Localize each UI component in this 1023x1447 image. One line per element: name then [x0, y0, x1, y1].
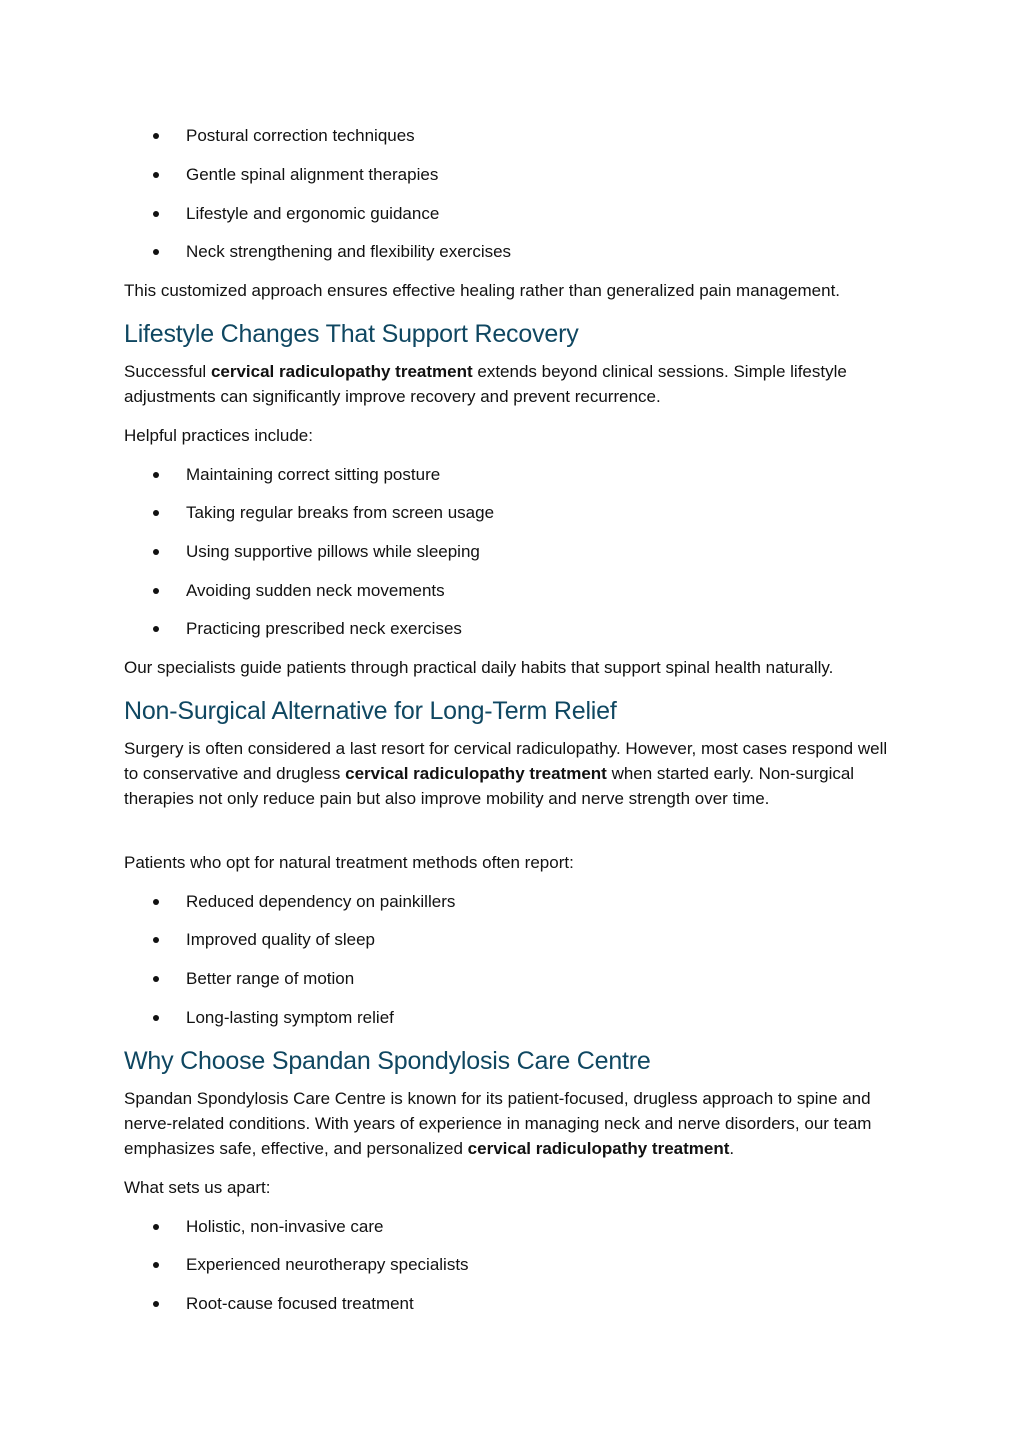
bullet-icon [153, 133, 159, 139]
bold-keyword: cervical radiculopathy treatment [467, 1139, 730, 1158]
paragraph: Patients who opt for natural treatment methods often report: [124, 853, 574, 872]
paragraph: Successful cervical radiculopathy treatment extends beyond clinical sessions. Simple lifestyle adjustments can significantly improve recovery and prevent recurrence. [124, 362, 847, 406]
bold-keyword: cervical radiculopathy treatment [210, 362, 473, 381]
bullet-icon [153, 1015, 159, 1021]
paragraph: Spandan Spondylosis Care Centre is known for its patient-focused, drugless approach to spine and nerve-related conditions. With years of experience in managing neck and nerve disorders, our team emphasizes safe, effective, and personalized cervical radiculopathy treatment. [124, 1089, 872, 1158]
bullet-icon [153, 976, 159, 982]
bullet-icon [153, 626, 159, 632]
bullet-icon [153, 249, 159, 255]
paragraph: Surgery is often considered a last resort for cervical radiculopathy. However, most cases respond well to conservative and drugless cervical radiculopathy treatment when started early. Non-surgical therapies not only reduce pain but also improve mobility and nerve strength over time. [124, 739, 888, 808]
bullet-icon [153, 588, 159, 594]
paragraph: What sets us apart: [124, 1178, 271, 1197]
bullet-icon [153, 899, 159, 905]
section-heading: Non-Surgical Alternative for Long-Term Relief [124, 697, 617, 725]
bullet-icon [153, 1301, 159, 1307]
bullet-icon [153, 172, 159, 178]
paragraph: This customized approach ensures effective healing rather than generalized pain management. [124, 281, 841, 300]
section-heading: Why Choose Spandan Spondylosis Care Centre [124, 1047, 651, 1075]
bullet-icon [153, 549, 159, 555]
bullet-icon [153, 1262, 159, 1268]
bullet-icon [153, 937, 159, 943]
paragraph: Helpful practices include: [124, 426, 313, 445]
bullet-icon [153, 510, 159, 516]
bold-keyword: cervical radiculopathy treatment [345, 764, 607, 783]
bullet-icon [153, 211, 159, 217]
section-heading: Lifestyle Changes That Support Recovery [124, 320, 579, 348]
paragraph: Our specialists guide patients through practical daily habits that support spinal health naturally. [124, 658, 834, 677]
bullet-icon [153, 472, 159, 478]
bullet-icon [153, 1224, 159, 1230]
